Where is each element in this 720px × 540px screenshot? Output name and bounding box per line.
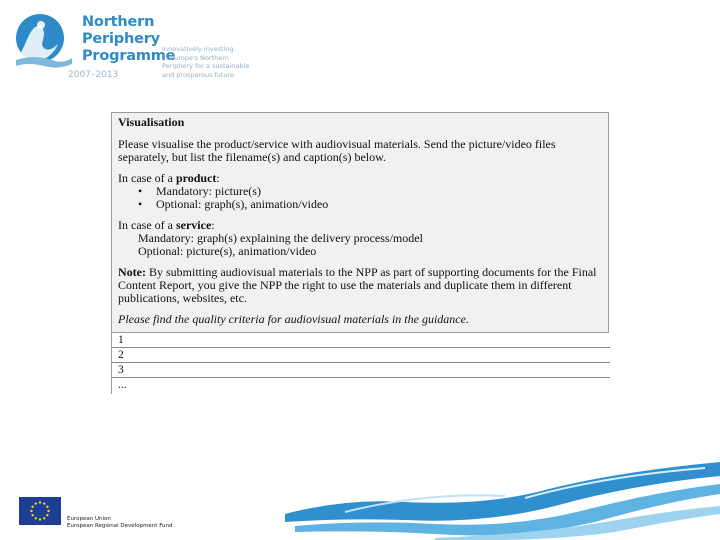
service-suffix: :	[211, 218, 215, 232]
eu-star	[43, 517, 45, 519]
eu-star	[39, 501, 41, 503]
product-word: product	[175, 171, 217, 185]
programme-years: 2007–2013	[68, 70, 119, 80]
eu-star	[31, 506, 33, 508]
eu-star	[35, 517, 37, 519]
service-line: Mandatory: graph(s) explaining the delivery process/model	[138, 231, 423, 245]
logo-title-line: Northern	[82, 14, 155, 30]
instructions-panel	[111, 112, 609, 333]
note-body: By submitting audiovisual materials to the NPP as part of supporting documents for the Final Content Report, you give the NPP the right to use the materials and duplicate them in different publications, websites, etc.	[118, 265, 597, 305]
npp-logo	[14, 14, 264, 84]
tagline-line: in Europe's Northern	[162, 53, 229, 62]
quality-criteria-text: Please find the quality criteria for audiovisual materials in the guidance.	[118, 312, 469, 326]
eu-fund-label	[67, 516, 173, 530]
eu-star	[31, 514, 33, 516]
tagline-line: Periphery for a sustainable	[162, 62, 250, 70]
logo-tagline	[162, 45, 272, 79]
eu-star	[30, 510, 32, 512]
eu-line: European Union	[67, 516, 111, 522]
product-suffix: :	[216, 171, 220, 185]
list-item: • Mandatory: picture(s)	[138, 185, 602, 198]
visualisation-form	[111, 112, 609, 394]
wave-decoration-icon	[285, 462, 720, 540]
logo-title-line: Programme	[82, 48, 176, 64]
note-label: Note:	[118, 265, 146, 279]
eu-line: European Regional Development Fund	[67, 523, 173, 529]
note-text	[118, 266, 602, 305]
table-row[interactable]: ...	[118, 379, 127, 391]
service-prefix: In case of a	[118, 218, 176, 232]
logo-title-line: Periphery	[82, 31, 160, 47]
intro-text: Please visualise the product/service with audiovisual materials. Send the picture/video files separately, but list the filename(s) and caption(s) below.	[118, 137, 556, 164]
table-row[interactable]: 1	[112, 333, 610, 348]
tagline-line: Innovatively investing	[162, 45, 234, 53]
file-list	[111, 333, 610, 394]
service-line: Optional: picture(s), animation/video	[138, 244, 317, 258]
eu-star	[46, 514, 48, 516]
section-heading: Visualisation	[118, 115, 185, 129]
eu-star	[46, 506, 48, 508]
list-item: • Optional: graph(s), animation/video	[138, 198, 602, 211]
product-list	[118, 185, 602, 211]
eu-star	[47, 510, 49, 512]
table-row[interactable]: 2	[112, 348, 610, 363]
eu-star	[43, 502, 45, 504]
programme-name	[82, 14, 176, 65]
tagline-line: and prosperous future	[162, 70, 235, 79]
eu-flag-icon	[19, 497, 61, 525]
eu-star	[35, 502, 37, 504]
eu-star	[39, 518, 41, 520]
npp-emblem-icon	[14, 14, 74, 70]
service-word: service	[175, 218, 212, 232]
table-row[interactable]: 3	[112, 363, 610, 378]
product-prefix: In case of a	[118, 171, 176, 185]
